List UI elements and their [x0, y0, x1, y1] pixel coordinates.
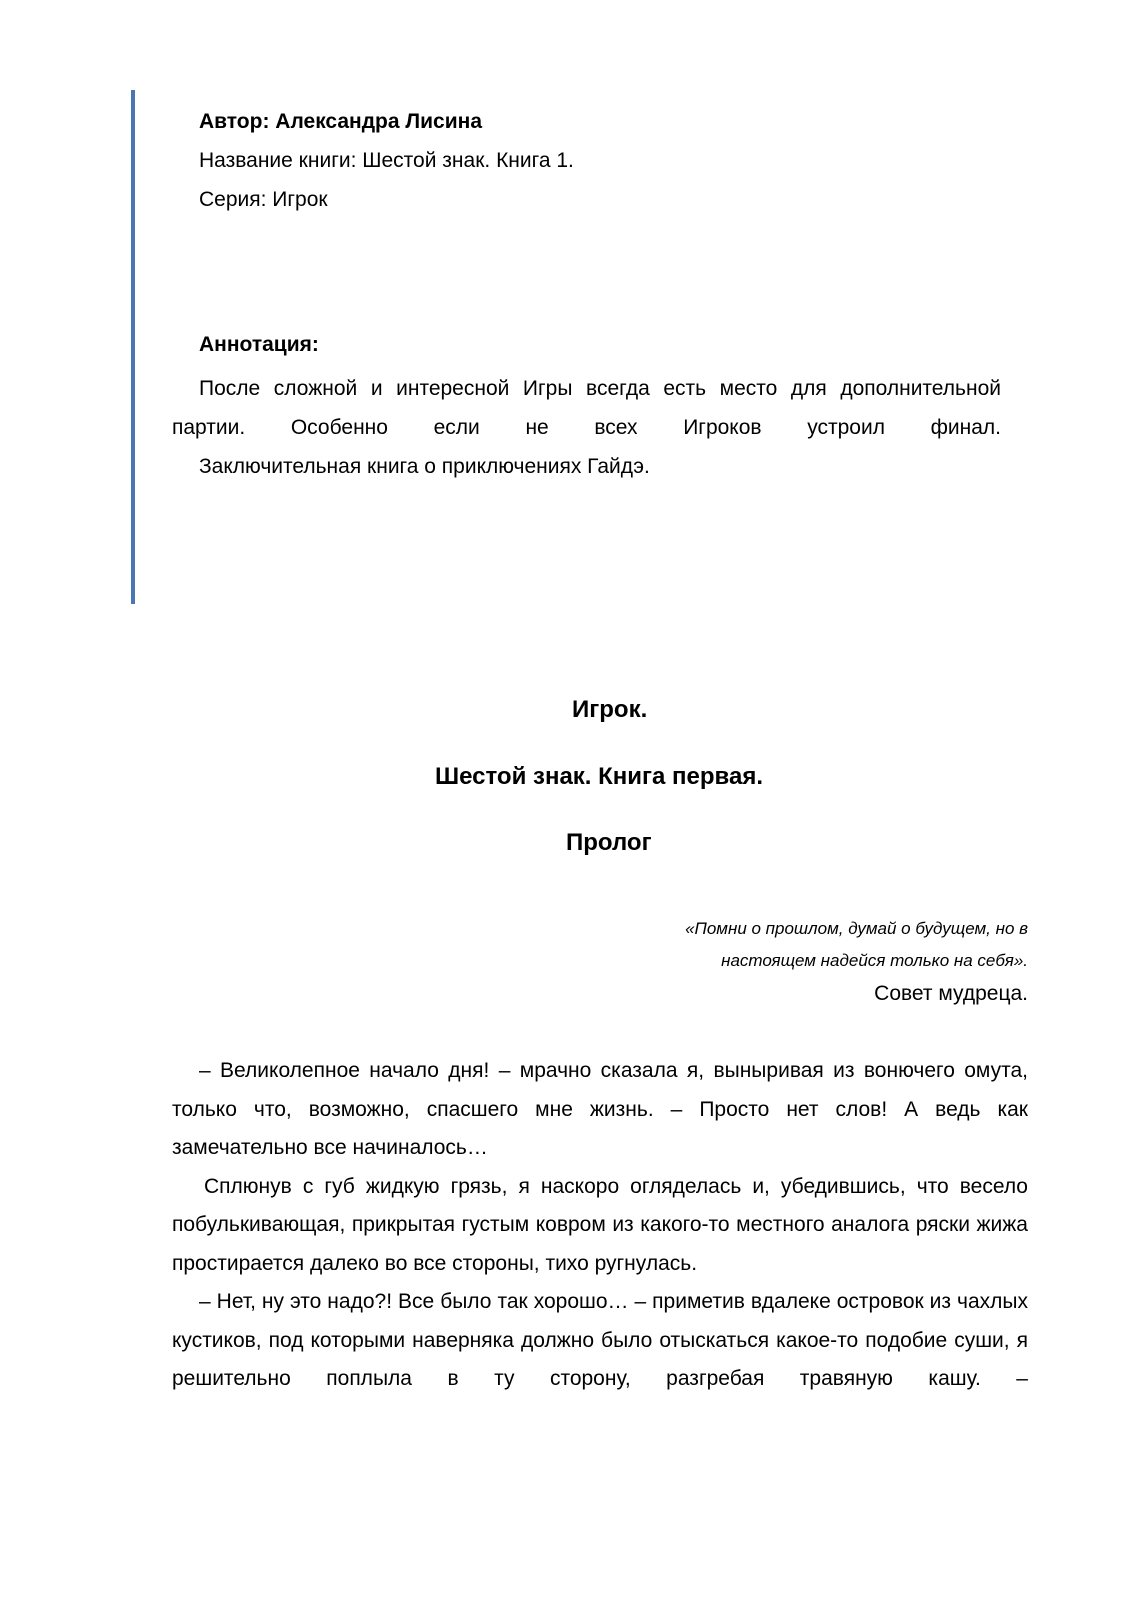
- epigraph-line: настоящем надейся только на себя».: [721, 951, 1028, 970]
- body-paragraph: – Великолепное начало дня! – мрачно сказала я, выныривая из вонючего омута, только что, возможно, спасшего мне жизнь. – Просто нет слов! А ведь как замечательно все начиналось…: [172, 1059, 1028, 1159]
- annotation-text: [172, 369, 1001, 486]
- annotation-paragraph: После сложной и интересной Игры всегда есть место для дополнительной партии. Особенно если не всех Игроков устроил финал.: [172, 377, 1001, 439]
- series-heading-text: Игрок.: [572, 696, 648, 723]
- epigraph-line: «Помни о прошлом, думай о будущем, но в: [685, 919, 1028, 938]
- epigraph: [685, 913, 1028, 977]
- book-heading-text: Шестой знак. Книга первая.: [435, 763, 764, 790]
- prologue-heading-text: Пролог: [566, 829, 652, 856]
- series-line: Серия: Игрок: [199, 188, 328, 211]
- author-line: Автор: Александра Лисина: [199, 110, 482, 133]
- book-metadata-block: [131, 90, 1035, 604]
- book-title-line: Название книги: Шестой знак. Книга 1.: [199, 149, 574, 172]
- epigraph-attribution: Совет мудреца.: [874, 982, 1028, 1005]
- annotation-paragraph: Заключительная книга о приключениях Гайдэ.: [199, 455, 650, 478]
- annotation-heading: Аннотация:: [199, 333, 319, 356]
- body-paragraph: – Нет, ну это надо?! Все было так хорошо… – приметив вдалеке островок из чахлых кустиков, под которыми наверняка должно было отыскаться какое-то подобие суши, я решительно поплыла в ту сторону, разгребая травяную кашу. –: [172, 1290, 1028, 1390]
- body-paragraph: Сплюнув с губ жидкую грязь, я наскоро огляделась и, убедившись, что весело побулькивающая, прикрытая густым ковром из какого-то местного аналога ряски жижа простирается далеко во все стороны, тихо ругнулась.: [172, 1174, 1028, 1275]
- prologue-body: [172, 1052, 1028, 1399]
